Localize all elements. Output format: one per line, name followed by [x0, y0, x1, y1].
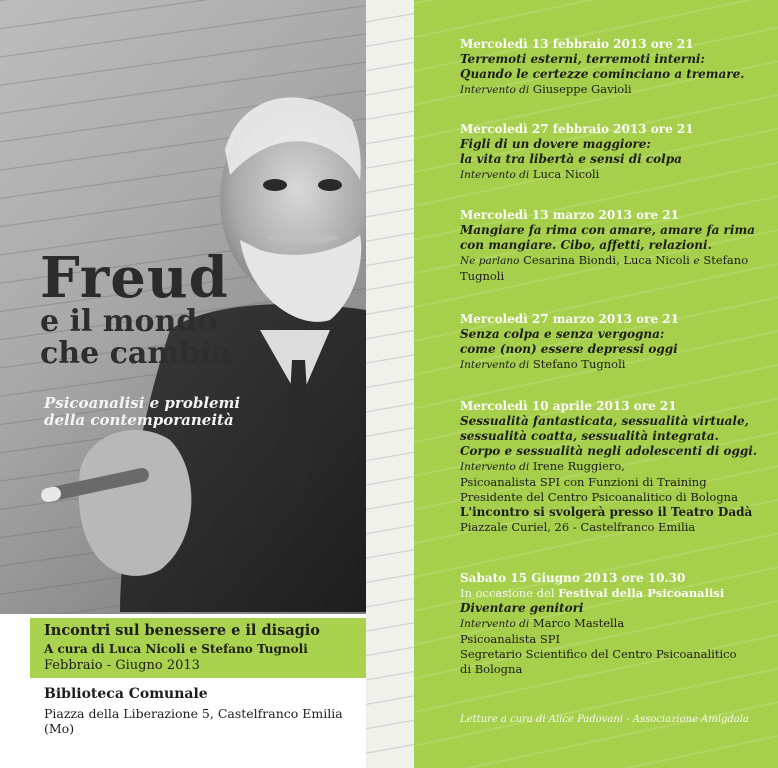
event-1 — [460, 36, 770, 98]
speaker-role: Presidente del Centro Psicoanalitico di Bologna — [460, 490, 738, 504]
event-title-line: con mangiare. Cibo, affetti, relazioni. — [460, 238, 712, 252]
event-title-line: Sessualità fantasticata, sessualità virtuale, — [460, 414, 749, 428]
speaker-name: Irene Ruggiero, — [532, 459, 625, 473]
speaker-name: Stefano Tugnoli — [532, 357, 626, 371]
cover-tagline — [44, 395, 334, 429]
intro-festival: Festival della Psicoanalisi — [558, 586, 725, 600]
event-title-line: come (non) essere depressi oggi — [460, 342, 678, 356]
readings-credits: Letture a cura di Alice Padovani - Associazione Amigdala — [460, 714, 749, 725]
event-date: Mercoledì 10 aprile 2013 ore 21 — [460, 399, 677, 413]
event-speaker — [460, 82, 770, 98]
speaker-role: Psicoanalista SPI con Funzioni di Training — [460, 475, 707, 489]
event-title-line: Figli di un dovere maggiore: — [460, 137, 651, 151]
speaker-name: Giuseppe Gavioli — [532, 82, 632, 96]
event-3 — [460, 207, 770, 284]
event-speaker — [460, 357, 770, 373]
speaker-lead: Intervento di — [460, 461, 530, 473]
speaker-lead: Intervento di — [460, 169, 530, 181]
speaker-lead: Intervento di — [460, 618, 530, 630]
speaker-name: Cesarina Biondi, Luca Nicoli — [523, 253, 690, 267]
event-date: Mercoledì 13 febbraio 2013 ore 21 — [460, 37, 694, 51]
event-title-line: Mangiare fa rima con amare, amare fa rima — [460, 223, 755, 237]
event-date: Mercoledì 13 marzo 2013 ore 21 — [460, 208, 679, 222]
tagline-line-2: della contemporaneità — [44, 411, 234, 429]
speaker-role: di Bologna — [460, 662, 523, 676]
event-6 — [460, 570, 770, 677]
speaker-name: Luca Nicoli — [532, 167, 600, 181]
speaker-lead: Intervento di — [460, 84, 530, 96]
event-speaker — [460, 616, 770, 632]
tagline-line-1: Psicoanalisi e problemi — [44, 394, 241, 412]
event-title-line: Corpo e sessualità negli adolescenti di oggi. — [460, 444, 758, 458]
venue-address: Piazza della Liberazione 5, Castelfranco Emilia (Mo) — [44, 706, 343, 736]
curated-by: A cura di Luca Nicoli e Stefano Tugnoli — [44, 642, 308, 656]
speaker-lead: Intervento di — [460, 359, 530, 371]
event-date: Mercoledì 27 febbraio 2013 ore 21 — [460, 122, 694, 136]
speaker-name: Stefano — [703, 253, 749, 267]
venue-name: Biblioteca Comunale — [44, 686, 208, 702]
event-intro — [460, 586, 770, 601]
event-title-line: la vita tra libertà e sensi di colpa — [460, 152, 682, 166]
speaker-name: Marco Mastella — [532, 616, 625, 630]
speaker-name-cont: Tugnoli — [460, 269, 505, 283]
title-line-2: e il mondo — [40, 304, 218, 339]
event-title-line: Quando le certezze cominciano a tremare. — [460, 67, 745, 81]
handwriting-strip — [366, 0, 414, 768]
series-dates: Febbraio - Giugno 2013 — [44, 658, 200, 673]
speaker-join: e — [693, 255, 700, 267]
event-5 — [460, 398, 770, 535]
title-line-3: che cambia — [40, 336, 231, 371]
location-note: L'incontro si svolgerà presso il Teatro Dadà — [460, 505, 753, 519]
strip-texture — [366, 0, 414, 768]
series-title: Incontri sul benessere e il disagio — [44, 622, 320, 639]
speaker-lead: Ne parlano — [460, 255, 520, 267]
event-2 — [460, 121, 770, 183]
event-speaker — [460, 167, 770, 183]
event-speaker — [460, 253, 770, 269]
event-date: Sabato 15 Giugno 2013 ore 10.30 — [460, 571, 686, 585]
event-title-line: Senza colpa e senza vergogna: — [460, 327, 665, 341]
intro-prefix: In occasione del — [460, 586, 555, 600]
title-freud: Freud — [40, 245, 229, 311]
event-title-line: sessualità coatta, sessualità integrata. — [460, 429, 719, 443]
speaker-role: Segretario Scientifico del Centro Psicoanalitico — [460, 647, 737, 661]
event-title-line: Diventare genitori — [460, 601, 584, 615]
event-title-line: Terremoti esterni, terremoti interni: — [460, 52, 705, 66]
location-address: Piazzale Curiel, 26 - Castelfranco Emilia — [460, 520, 696, 534]
speaker-role: Psicoanalista SPI — [460, 632, 561, 646]
event-speaker — [460, 459, 770, 475]
cover-title — [40, 245, 360, 371]
event-4 — [460, 311, 770, 373]
event-date: Mercoledì 27 marzo 2013 ore 21 — [460, 312, 679, 326]
program-panel — [414, 0, 778, 768]
